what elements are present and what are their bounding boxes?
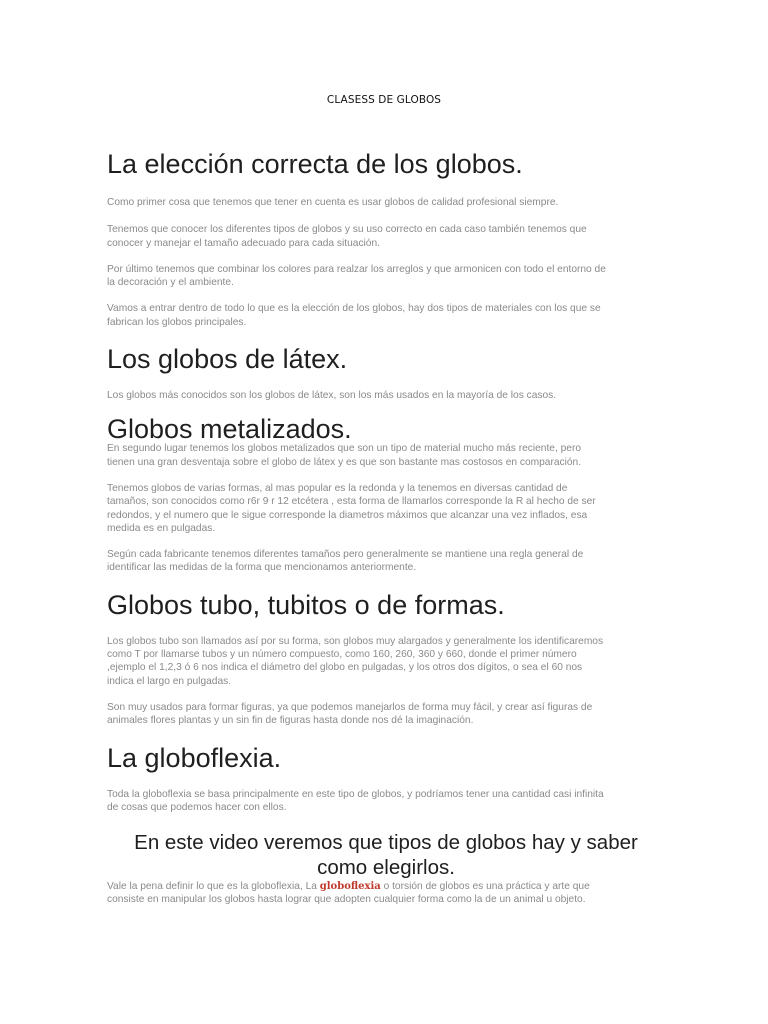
paragraph-line: Toda la globoflexia se basa principalmente en este tipo de globos, y podríamos tener una cantidad casi infinita bbox=[107, 788, 604, 800]
paragraph-line: como T por llamarse tubos y un número compuesto, como 160, 260, 360 y 660, donde el primer número bbox=[107, 649, 577, 661]
paragraph-line: Como primer cosa que tenemos que tener en cuenta es usar globos de calidad profesional siempre. bbox=[107, 197, 559, 208]
paragraph bbox=[107, 635, 667, 688]
document-body bbox=[107, 148, 667, 907]
paragraph bbox=[107, 263, 667, 290]
paragraph-line: consiste en manipular los globos hasta lograr que adopten cualquier forma como la de un animal u objeto. bbox=[107, 894, 586, 906]
paragraph bbox=[107, 302, 667, 329]
paragraph bbox=[107, 223, 667, 250]
paragraph-line: redondos, y el numero que le sigue corresponde la diametros máximos que alcanzar una vez inflados, esa bbox=[107, 509, 588, 521]
paragraph-line: Los globos más conocidos son los globos de látex, son los más usados en la mayoría de los casos. bbox=[107, 390, 557, 402]
heading-line: como elegirlos. bbox=[317, 856, 455, 880]
section-heading-video bbox=[99, 830, 673, 880]
paragraph bbox=[107, 788, 667, 815]
paragraph-line: animales flores plantas y un sin fin de figuras hasta donde nos dé la imaginación. bbox=[107, 715, 474, 727]
text-run: o torsión de globos es una práctica y arte que bbox=[380, 881, 590, 893]
paragraph-line: tamaños, son conocidos como r6r 9 r 12 etcétera , esta forma de llamarlos corresponde la R al hecho de ser bbox=[107, 496, 596, 508]
section-heading-tubo: Globos tubo, tubitos o de formas. bbox=[107, 589, 505, 620]
paragraph bbox=[107, 880, 667, 907]
paragraph-line: Tenemos globos de varias formas, al mas popular es la redonda y la tenemos en diversas cantidad de bbox=[107, 482, 568, 494]
paragraph-line: indica el largo en pulgadas. bbox=[107, 675, 232, 687]
paragraph-line: Son muy usados para formar figuras, ya que podemos manejarlos de forma muy fácil, y crear así figuras de bbox=[107, 701, 593, 713]
heading-line: En este video veremos que tipos de globos hay y saber bbox=[134, 831, 638, 855]
paragraph-line: Tenemos que conocer los diferentes tipos de globos y su uso correcto en cada caso también tenemos que bbox=[107, 224, 587, 236]
paragraph-line: Vamos a entrar dentro de todo lo que es la elección de los globos, hay dos tipos de materiales con los que se bbox=[107, 303, 601, 315]
section-heading-metalizados: Globos metalizados. bbox=[107, 414, 352, 445]
paragraph bbox=[107, 389, 667, 402]
paragraph-line: fabrican los globos principales. bbox=[107, 316, 247, 328]
paragraph-line: En segundo lugar tenemos los globos metalizados que son un tipo de material mucho más reciente, pero bbox=[107, 443, 581, 455]
paragraph bbox=[107, 701, 667, 728]
paragraph-line: la decoración y el ambiente. bbox=[107, 277, 234, 289]
paragraph-line: de cosas que podemos hacer con ellos. bbox=[107, 801, 287, 813]
globoflexia-link[interactable]: globoflexia bbox=[319, 881, 381, 893]
paragraph-line: identificar las medidas de la forma que mencionamos anteriormente. bbox=[107, 562, 417, 574]
paragraph bbox=[107, 482, 667, 535]
paragraph-line: Según cada fabricante tenemos diferentes tamaños pero generalmente se mantiene una regla general de bbox=[107, 549, 584, 561]
paragraph-line bbox=[107, 880, 667, 893]
paragraph-line: medida es en pulgadas. bbox=[107, 522, 216, 534]
section-heading-latex: Los globos de látex. bbox=[107, 344, 348, 375]
paragraph-line: tienen una gran desventaja sobre el globo de látex y es que son bastante mas costosos en comparación. bbox=[107, 456, 582, 468]
paragraph-line: Los globos tubo son llamados así por su forma, son globos muy alargados y generalmente los identificaremos bbox=[107, 635, 604, 647]
paragraph-line: conocer y manejar el tamaño adecuado para cada situación. bbox=[107, 237, 380, 249]
text-run: Vale la pena definir lo que es la globoflexia, La bbox=[107, 881, 320, 893]
section-heading-globoflexia: La globoflexia. bbox=[107, 742, 282, 773]
paragraph bbox=[107, 548, 667, 575]
paragraph bbox=[107, 442, 667, 469]
paragraph-line: Por último tenemos que combinar los colores para realzar los arreglos y que armonicen con todo el entorno de bbox=[107, 263, 606, 275]
document-title: CLASESS DE GLOBOS bbox=[326, 94, 442, 106]
paragraph-line: ,ejemplo el 1,2,3 ó 6 nos indica el diámetro del globo en pulgadas, y los otros dos dígitos, o sea el 60 nos bbox=[107, 662, 583, 674]
section-heading-eleccion: La elección correcta de los globos. bbox=[107, 149, 523, 179]
paragraph bbox=[107, 196, 667, 209]
